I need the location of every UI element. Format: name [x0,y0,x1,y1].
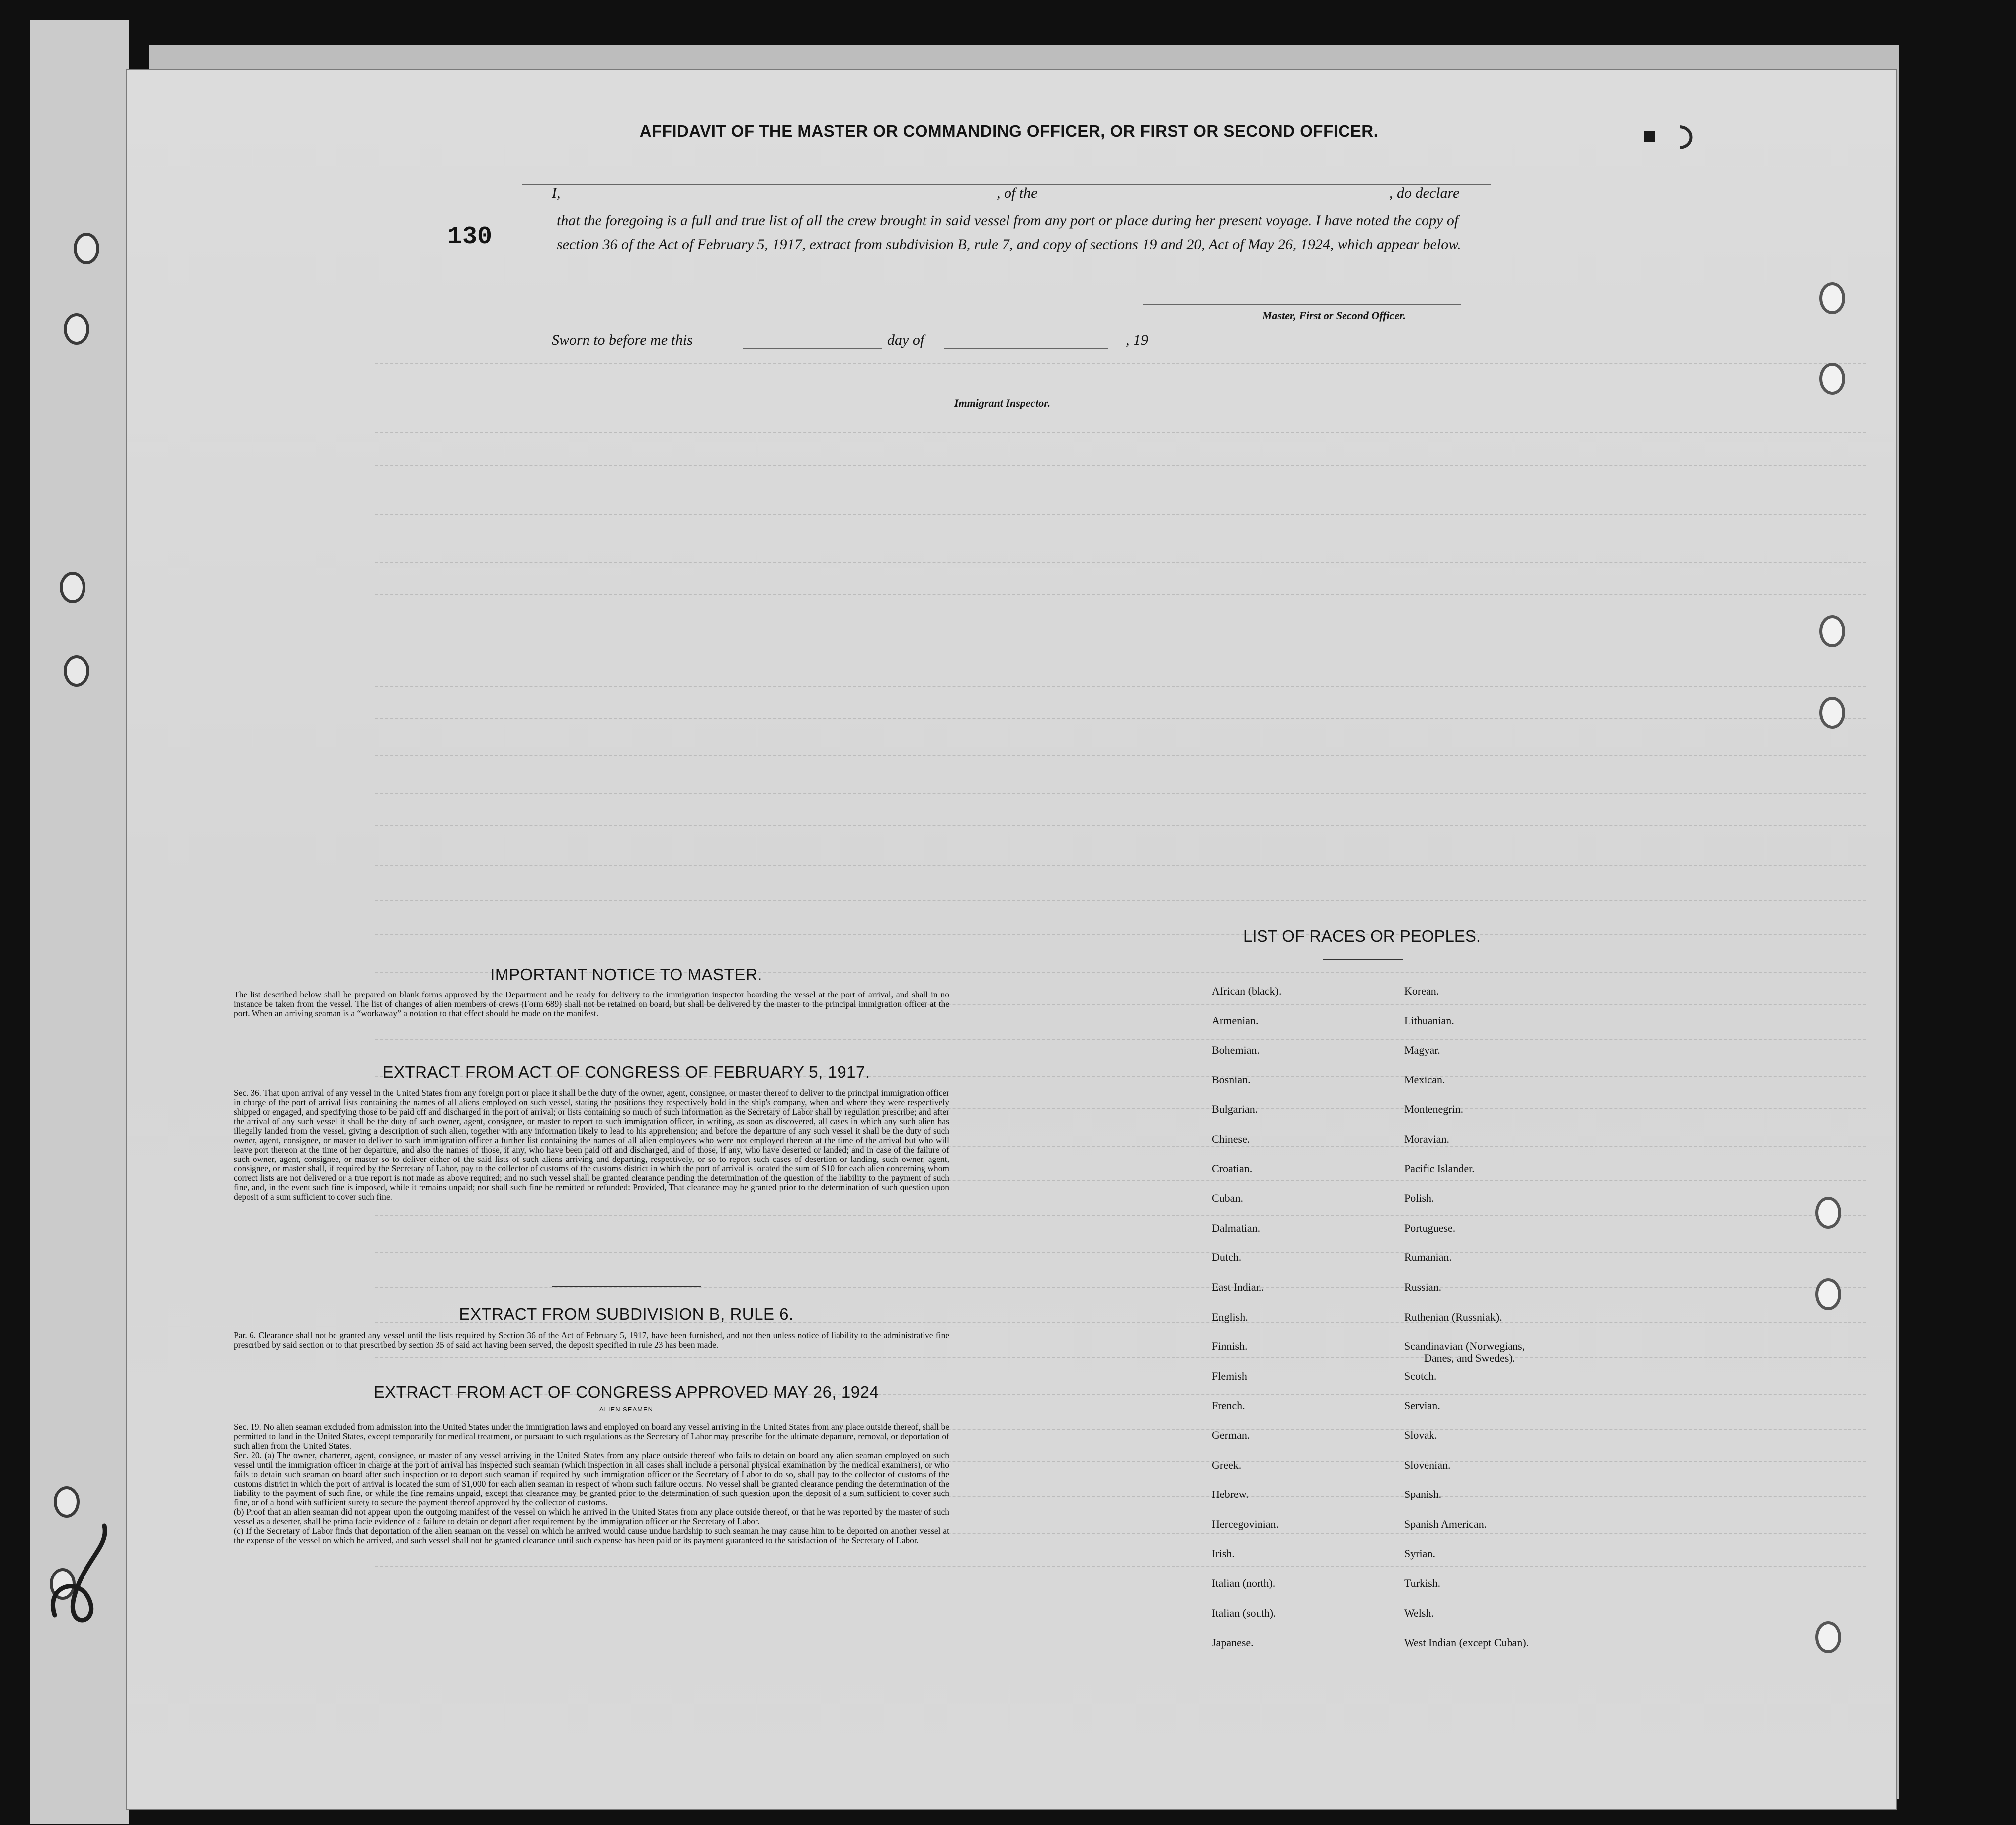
race-entry: Mexican. [1404,1073,1445,1086]
race-entry: English. [1212,1310,1248,1323]
declaration-of: , of the [997,185,1038,201]
extract-1924-heading: EXTRACT FROM ACT OF CONGRESS APPROVED MAY 26, 1924 [373,1383,879,1401]
ghost-row [375,1357,1866,1359]
sworn-prefix: Sworn to before me this [552,332,693,348]
ghost-row [375,363,1866,365]
punch-hole [54,1486,80,1518]
race-entry: West Indian (except Cuban). [1404,1636,1529,1649]
ghost-row [375,900,1866,902]
race-entry: Servian. [1404,1399,1440,1412]
punch-hole [1815,1278,1841,1310]
race-entry: Hebrew. [1212,1488,1249,1501]
extract-1924-body [234,1422,949,1545]
extract-rule6-body: Par. 6. Clearance shall not be granted any vessel until the lists required by Section 36 of the Act of February 5, 1917, have been furnished, and not then unless notice of liability to the administrative fine prescribed by said section or to that prescribed by section 35 of said act having been served, the deposit specified in rule 23 has been made. [234,1330,949,1350]
ghost-row [375,686,1866,688]
sworn-blank-day [743,348,882,349]
race-entry: Slovenian. [1404,1458,1451,1471]
sworn-day-of: day of [887,332,924,348]
section-20a-paragraph: Sec. 20. (a) The owner, charterer, agent, consignee, or master of any vessel arriving in the United States from any place outside thereof who fails to detain on board any alien seaman employed on such vessel until the immigration officer in charge at the port of arrival has inspected such seaman (which inspection in all cases shall include a personal physical examination by the medical examiners), or who fails to detain such seaman on board after such inspection or to deport such seaman if required by such immigration officer or the Secretary of Labor to do so, shall pay to the collector of customs of the customs district in which the port of arrival is located the sum of $1,000 for each alien seaman in respect of whom such failure occurs. No vessel shall be granted clearance pending the determination of the liability to the payment of such fine, or while the fine remains unpaid, except that clearance may be granted prior to the determination of such question upon the deposit of a sum sufficient to cover such fine, or of a bond with sufficient surety to secure the payment thereof approved by the collector of customs. [234,1450,949,1507]
race-entry: Rumanian. [1404,1251,1452,1264]
punch-hole [1819,615,1845,647]
race-entry: Russian. [1404,1281,1442,1293]
race-entry: Irish. [1212,1547,1235,1560]
race-entry: Flemish [1212,1369,1247,1382]
punch-hole [1819,363,1845,395]
ghost-row [375,1287,1866,1289]
notice-body: The list described below shall be prepared on blank forms approved by the Department and be ready for delivery to the immigration inspector boarding the vessel at the port of arrival, and shall in no instance be taken from the vessel. The list of changes of alien members of crews (Form 689) shall not be retained on board, but shall be delivered by the master to the principal immigration officer at the port. When an arriving seaman is a “workaway” a notation to that effect should be made on the manifest. [234,990,949,1018]
ghost-row [375,1215,1866,1217]
race-entry: Polish. [1404,1192,1434,1205]
race-entry: Dutch. [1212,1251,1242,1264]
declaration-i: I, [552,185,561,201]
race-entry: Turkish. [1404,1577,1441,1589]
race-entry: Ruthenian (Russniak). [1404,1310,1502,1323]
ghost-row [375,1252,1866,1254]
divider-rule [552,1286,701,1287]
ghost-row [375,562,1866,564]
races-title-underline [1323,959,1403,960]
race-entry: Italian (north). [1212,1577,1276,1589]
document-page [127,70,1896,1809]
race-entry: Danes, and Swedes). [1424,1351,1515,1364]
races-list-title: LIST OF RACES OR PEOPLES. [1243,927,1481,945]
section-20b-paragraph: (b) Proof that an alien seaman did not appear upon the outgoing manifest of the vessel on which he arrived in the United States from any place outside thereof, or that he was reported by the master of such vessel as a deserter, shall be prima facie evidence of a failure to detain or deport after requirement by the immigration officer or the Secretary of Labor. [234,1507,949,1526]
race-entry: Dalmatian. [1212,1221,1260,1234]
extract-1917-body: Sec. 36. That upon arrival of any vessel in the United States from any foreign port or place it shall be the duty of the owner, agent, consignee, or master thereof to deliver to the principal immigration officer in charge of the port of arrival lists containing the names of all aliens employed on such vessel, stating the positions they respectively hold in the ship's company, when and where they were respectively shipped or engaged, and specifying those to be paid off and discharged in the port of arrival; or lists containing so much of such information as the Secretary of Labor shall by regulation prescribe; and after the arrival of any such vessel it shall be the duty of such owner, agent, consignee, or master to report to such immigration officer, in writing, as soon as discovered, all cases in which any such alien has illegally landed from the vessel, giving a description of such alien, together with any information likely to lead to his apprehension; and before the departure of any such vessel it shall be the duty of such owner, agent, consignee, or master to deliver to such immigration officer a further list containing the names of all alien employees who were not employed thereon at the time of the arrival but who will leave port thereon at the time of her departure, and also the names of those, if any, who have been paid off and discharged, and of those, if any, who have deserted or landed; and in case of the failure of such owner, agent, consignee, or master so to deliver either of the said lists of such aliens arriving and departing, respectively, or so to report such cases of desertion or landing, such owner, agent, consignee, or master shall, if required by the Secretary of Labor, pay to the collector of customs of the customs district in which the port of arrival is located the sum of $10 for each alien concerning whom correct lists are not delivered or a true report is not made as above required; and no such vessel shall be granted clearance pending the determination of the question of the liability to the payment of such fine, and, in the event such fine is imposed, while it remains unpaid; nor shall such fine be remitted or refunded: Provided, That clearance may be granted prior to the determination of such question upon deposit of a sum sufficient to cover such fine. [234,1088,949,1202]
race-entry: Spanish. [1404,1488,1442,1501]
race-entry: Japanese. [1212,1636,1254,1649]
punch-hole [1819,282,1845,314]
race-entry: Hercegovinian. [1212,1517,1279,1530]
declaration-end: , do declare [1389,185,1460,201]
race-entry: Greek. [1212,1458,1242,1471]
section-20c-paragraph: (c) If the Secretary of Labor finds that deportation of the alien seaman on the vessel on which he arrived would cause undue hardship to such seaman he may cause him to be deported on another vessel at the expense of the vessel on which he arrived, and such vessel shall not be granted clearance until such expense has been paid or its payment guaranteed to the satisfaction of the Secretary of Labor. [234,1526,949,1545]
race-entry: Cuban. [1212,1192,1243,1205]
punch-hole [1815,1621,1841,1653]
race-entry: Italian (south). [1212,1606,1276,1619]
race-entry: Syrian. [1404,1547,1435,1560]
extract-1917-heading: EXTRACT FROM ACT OF CONGRESS OF FEBRUARY 5, 1917. [382,1063,870,1081]
punch-hole [60,572,85,603]
section-19-paragraph: Sec. 19. No alien seaman excluded from admission into the United States under the immigration laws and employed on board any vessel arriving in the United States from any place outside thereof, shall be permitted to land in the United States, except temporarily for medical treatment, or pursuant to such regulations as the Secretary of Labor may prescribe for the ultimate departure, removal, or deportation of such alien from the United States. [234,1422,949,1451]
race-entry: Bohemian. [1212,1044,1260,1057]
race-entry: French. [1212,1399,1245,1412]
race-entry: Moravian. [1404,1133,1450,1145]
race-entry: Chinese. [1212,1133,1250,1145]
extract-rule6-heading: EXTRACT FROM SUBDIVISION B, RULE 6. [459,1305,794,1323]
handwritten-scribble [35,1516,124,1635]
signature-caption: Master, First or Second Officer. [1262,309,1406,322]
race-entry: Lithuanian. [1404,1014,1454,1027]
race-entry: Pacific Islander. [1404,1162,1475,1175]
marginal-mark [1640,122,1710,152]
ghost-row [375,594,1866,596]
ghost-row [375,865,1866,867]
affidavit-title: AFFIDAVIT OF THE MASTER OR COMMANDING OFFICER, OR FIRST OR SECOND OFFICER. [639,122,1379,140]
ghost-row [375,1039,1866,1041]
race-entry: Spanish American. [1404,1517,1487,1530]
race-entry: Magyar. [1404,1044,1440,1057]
signature-line [1143,304,1461,305]
race-entry: Armenian. [1212,1014,1259,1027]
race-entry: Slovak. [1404,1429,1437,1441]
notice-heading: IMPORTANT NOTICE TO MASTER. [490,965,762,984]
race-entry: German. [1212,1429,1250,1441]
race-entry: African (black). [1212,985,1282,997]
ghost-row [375,718,1866,720]
race-entry: Bulgarian. [1212,1103,1258,1116]
race-entry: Scotch. [1404,1369,1437,1382]
declaration-body: that the foregoing is a full and true list of all the crew brought in said vessel from any port or place during her present voyage. I have noted the copy of section 36 of the Act of February 5, 1917, extract from subdivision B, rule 7, and copy of sections 19 and 20, Act of May 26, 1924, which appear below. [557,212,1461,252]
sworn-year: , 19 [1126,332,1148,348]
punch-hole [74,233,99,264]
race-entry: Montenegrin. [1404,1103,1464,1116]
ghost-row [375,1566,1866,1568]
ghost-row [375,465,1866,467]
punch-hole [1819,697,1845,729]
race-entry: East Indian. [1212,1281,1264,1293]
race-entry: Finnish. [1212,1340,1248,1353]
ghost-row [375,825,1866,827]
punch-hole [1815,1197,1841,1229]
race-entry: Portuguese. [1404,1221,1456,1234]
ghost-row [375,793,1866,795]
ghost-row [375,432,1866,434]
sworn-blank-month [944,348,1108,349]
inspector-caption: Immigrant Inspector. [954,397,1051,409]
race-entry: Croatian. [1212,1162,1253,1175]
race-entry: Bosnian. [1212,1073,1251,1086]
bleed-through-manifest [127,70,1896,1809]
ghost-row [375,514,1866,516]
race-entry: Korean. [1404,985,1439,997]
stamped-page-number: 130 [447,223,493,251]
race-entry: Scandinavian (Norwegians, [1404,1340,1525,1353]
race-entry: Welsh. [1404,1606,1434,1619]
punch-hole [64,655,89,687]
ghost-row [375,755,1866,757]
punch-hole [64,313,89,345]
ghost-row [375,934,1866,936]
alien-seamen-subheading: ALIEN SEAMEN [599,1406,654,1413]
